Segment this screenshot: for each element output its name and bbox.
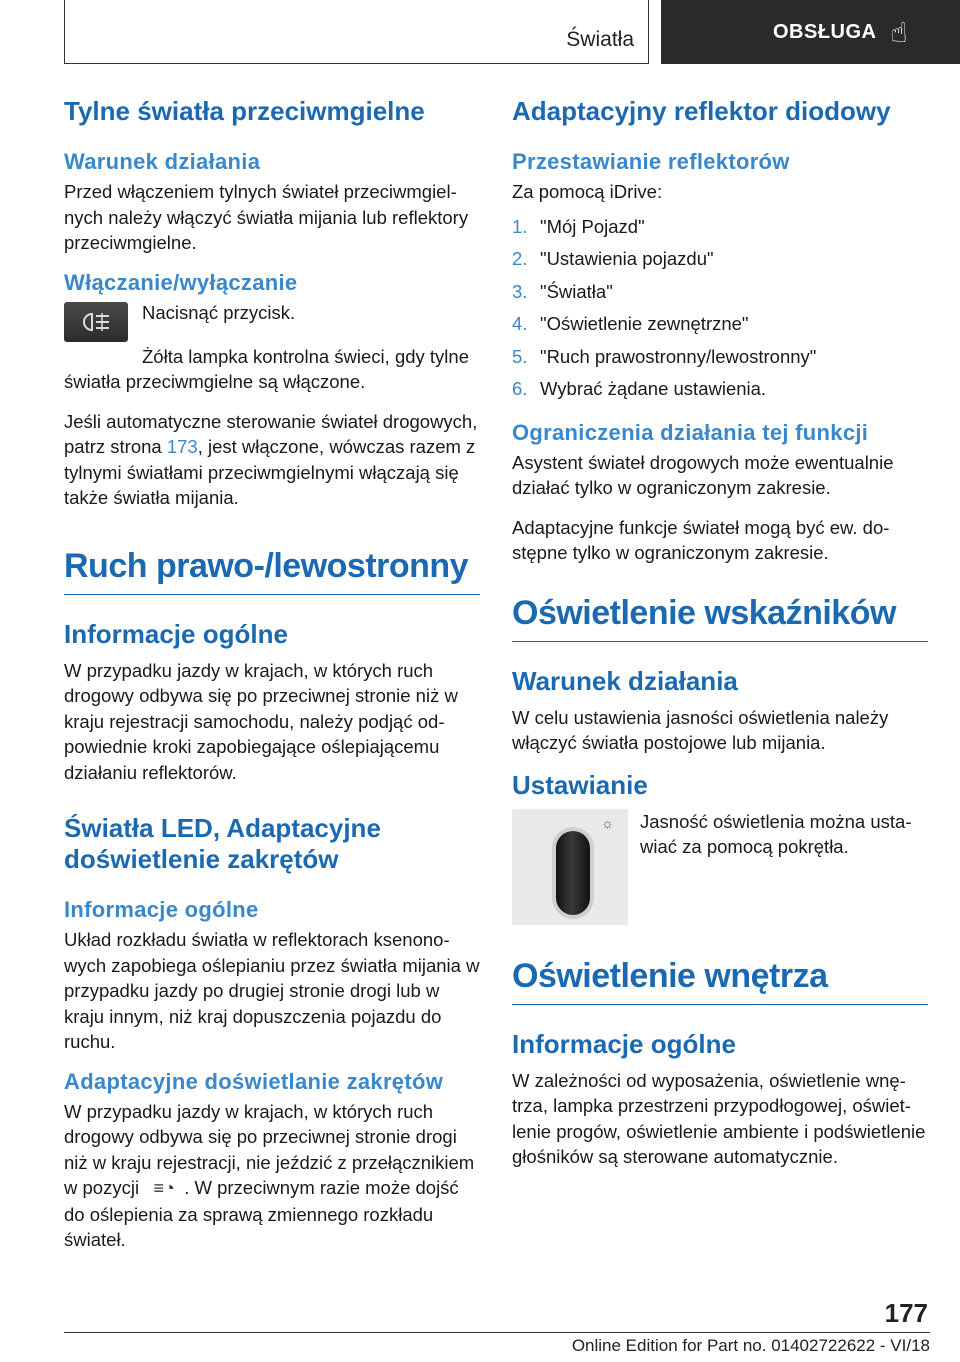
fog-condition-title: Warunek działania bbox=[64, 149, 261, 174]
list-item: 2. "Ustawienia pojazdu" bbox=[512, 248, 714, 269]
instrument-set-title: Ustawianie bbox=[512, 769, 648, 800]
adaptive-curve-title: Adaptacyjne doświetlanie zakrętów bbox=[64, 1068, 444, 1094]
fog-condition-text: Przed włączeniem tylnych świateł przeciwmgielnych należy włączyć światła mijania lub reflektory przeciwmgielne. bbox=[64, 181, 469, 253]
limits-text-2: Adaptacyjne funkcje świateł mogą być ew. dostępne tylko w ograniczonym zakresie. bbox=[512, 516, 890, 563]
footer-divider bbox=[64, 1332, 930, 1333]
header-chapter-label: OBSŁUGA bbox=[773, 20, 877, 43]
instrument-condition-title: Warunek działania bbox=[512, 665, 738, 696]
fog-title: Tylne światła przeciwmgielne bbox=[64, 96, 425, 126]
adaptive-curve-text: W przypadku jazdy w krajach, w których ruch drogowy odbywa się po przeciwnej stronie drogi niż w kraju rejestracji, nie jeździć z przełącznikiem w pozycji ≡◔ . W przeciwnym razie może dojść do oślepienia za sprawą zmiennego rozkładu świateł. bbox=[64, 1100, 475, 1250]
header-chapter-tab bbox=[661, 0, 960, 64]
limits-title: Ograniczenia działania tej funkcji bbox=[512, 419, 869, 445]
fog-press-text: Nacisnąć przycisk. bbox=[142, 301, 296, 323]
led-info-text: Układ rozkładu światła w reflektorach ksenonowych zapobiega oślepianiu przez światła mijania w przypadku jazdy po drugiej stronie drogi lub w kraju innym, niż kraj dopuszczenia pojazdu do ruchu. bbox=[64, 929, 480, 1052]
traffic-title: Ruch prawo-/lewostronny bbox=[64, 547, 480, 595]
knob-row bbox=[512, 809, 928, 925]
led-title: Światła LED, Adaptacyjne doświetlenie zakrętów bbox=[64, 813, 381, 874]
traffic-info-title: Informacje ogólne bbox=[64, 618, 288, 649]
list-item: 3. "Światła" bbox=[512, 280, 613, 302]
header-section-title: Światła bbox=[566, 28, 634, 51]
list-item: 5. "Ruch prawostronny/lewostronny" bbox=[512, 345, 817, 367]
adjust-steps-list bbox=[512, 211, 928, 406]
fog-indicator-text: Żółta lampka kontrolna świeci, gdy tylne światła przeciwmgielne są włączone. bbox=[64, 345, 469, 392]
adaptive-led-title: Adaptacyjny reflektor diodowy bbox=[512, 96, 891, 126]
interior-info-text: W zależności od wyposażenia, oświetlenie wnętrza, lampka przestrzeni przypodłogowej, oświetlenie progów, oświetlenie ambiente i podświetlenie głośników są sterowane automatycznie. bbox=[512, 1069, 926, 1167]
fog-button-row bbox=[64, 300, 480, 342]
dimmer-knob-image bbox=[512, 809, 628, 925]
rear-fog-symbol-icon bbox=[79, 311, 113, 333]
right-column bbox=[512, 96, 928, 1184]
led-info-title: Informacje ogólne bbox=[64, 897, 259, 922]
traffic-info-text: W przypadku jazdy w krajach, w których ruch drogowy odbywa się po przeciwnej stronie niż w kraju rejestracji samochodu, należy podjąć odpowiednie kroki zapobiegające oślepiającemu działaniu reflektorów. bbox=[64, 659, 458, 783]
page-link[interactable]: 173 bbox=[166, 436, 198, 457]
fog-auto-text: Jeśli automatyczne sterowanie świateł drogowych, patrz strona 173, jest włączone, wówczas razem z tylnymi światłami przeciwmgielnymi włączają się także światła mijania. bbox=[64, 410, 478, 508]
interior-info-title: Informacje ogólne bbox=[512, 1028, 736, 1059]
list-item: 4. "Oświetlenie zewnętrzne" bbox=[512, 313, 749, 334]
interior-lighting-title: Oświetlenie wnętrza bbox=[512, 957, 928, 1005]
list-item: 6. Wybrać żądane ustawienia. bbox=[512, 378, 767, 399]
instrument-set-text: Jasność oświetlenia można ustawiać za pomocą pokrętła. bbox=[640, 810, 912, 857]
instrument-condition-text: W celu ustawienia jasności oświetlenia należy włączyć światła postojowe lub mijania. bbox=[512, 706, 889, 753]
page-number: 177 bbox=[884, 1298, 928, 1328]
thumbwheel-icon bbox=[556, 831, 590, 915]
brightness-icon: ☼ bbox=[601, 814, 614, 831]
header-frame bbox=[64, 0, 649, 64]
footer-edition: Online Edition for Part no. 01402722622 - VI/18 bbox=[571, 1336, 930, 1355]
left-column bbox=[64, 96, 480, 1267]
list-item: 1. "Mój Pojazd" bbox=[512, 215, 645, 237]
rear-fog-button-icon bbox=[64, 302, 128, 342]
fog-onoff-title: Włączanie/wyłączanie bbox=[64, 269, 298, 295]
instrument-lighting-title: Oświetlenie wskaźników bbox=[512, 594, 928, 642]
limits-text-1: Asystent świateł drogowych może ewentualnie działać tylko w ograniczonym zakresie. bbox=[512, 451, 894, 498]
auto-headlight-icon: ≡◔ bbox=[153, 1178, 175, 1198]
adjust-title: Przestawianie reflektorów bbox=[512, 149, 790, 174]
pointing-hand-icon: ☝ bbox=[890, 16, 909, 48]
adjust-intro: Za pomocą iDrive: bbox=[512, 181, 663, 202]
